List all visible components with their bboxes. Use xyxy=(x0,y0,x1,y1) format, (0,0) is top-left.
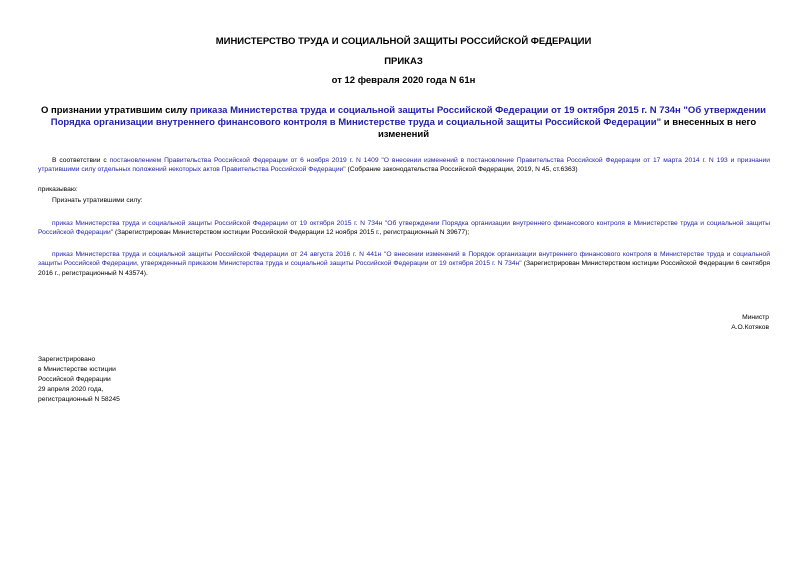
signature-name: А.О.Котяков xyxy=(731,324,769,331)
item-2-paragraph xyxy=(38,250,770,278)
declare-text: Признать утратившими силу: xyxy=(52,197,143,204)
item-2-link[interactable]: приказ Министерства труда и социальной защиты Российской Федерации от 24 августа 2016 г. N 441н "О внесении изменений в Порядок организации внутреннего финансового контроля в Министерстве труда и социальной защиты Российской Федерации, утвержденный приказом Министерства труда и социальной защиты Российской Федерации от 19 октября 2015 г. N 734н" xyxy=(38,251,770,268)
order-word: приказываю: xyxy=(38,186,78,193)
document-title xyxy=(34,105,773,141)
doc-type-heading: ПРИКАЗ xyxy=(384,56,423,67)
registration-line-1: Зарегистрировано xyxy=(38,356,96,363)
item-1-link[interactable]: приказ Министерства труда и социальной защиты Российской Федерации от 19 октября 2015 г. N 734н "Об утверждении Порядка организации внутреннего финансового контроля в Министерстве труда и социальной защиты Российской Федерации" xyxy=(38,220,770,237)
item-2-suffix: (Зарегистрирован Министерством юстиции Российской Федерации 6 сентября 2016 г., регистрационный N 43574). xyxy=(38,260,771,277)
ministry-heading: МИНИСТЕРСТВО ТРУДА И СОЦИАЛЬНОЙ ЗАЩИТЫ РОССИЙСКОЙ ФЕДЕРАЦИИ xyxy=(215,36,592,47)
title-suffix: и внесенных в него изменений xyxy=(377,117,757,140)
preamble-suffix: (Собрание законодательства Российской Федерации, 2019, N 45, ст.6363) xyxy=(345,166,578,174)
preamble-link[interactable]: постановлением Правительства Российской Федерации от 6 ноября 2019 г. N 1409 "О внесении изменений в постановление Правительства Российской Федерации от 17 марта 2014 г. N 193 и признании утратившими силу отдельных положений некоторых актов Правительства Российской Федерации" xyxy=(38,157,771,174)
date-number: от 12 февраля 2020 года N 61н xyxy=(331,75,476,86)
item-1-suffix: (Зарегистрирован Министерством юстиции Российской Федерации 12 ноября 2015 г., регистрационный N 39677); xyxy=(113,229,470,237)
title-link[interactable]: приказа Министерства труда и социальной защиты Российской Федерации от 19 октября 2015 г. N 734н "Об утверждении Порядка организации внутреннего финансового контроля в Министерстве труда и социальной защиты Российской Федерации" xyxy=(50,105,767,128)
preamble-prefix: В соответствии с xyxy=(52,157,110,164)
signature-position: Министр xyxy=(742,314,769,321)
registration-line-5: регистрационный N 58245 xyxy=(38,396,120,403)
title-prefix: О признании утратившим силу xyxy=(40,105,191,116)
registration-line-2: в Министерстве юстиции xyxy=(38,366,116,373)
preamble-paragraph xyxy=(38,156,770,175)
item-1-paragraph xyxy=(38,219,770,238)
registration-line-4: 29 апреля 2020 года, xyxy=(38,386,104,393)
registration-line-3: Российской Федерации xyxy=(38,376,111,383)
